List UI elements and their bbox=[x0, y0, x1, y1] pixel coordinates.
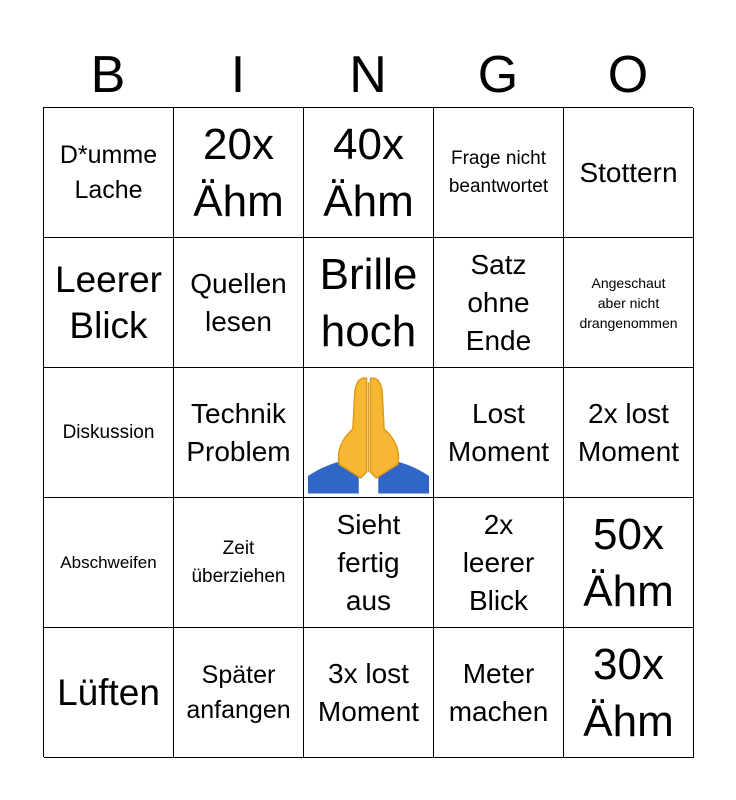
bingo-header bbox=[43, 44, 693, 106]
bingo-cell[interactable] bbox=[44, 108, 174, 238]
bingo-cell-label: Angeschaut aber nicht drangenommen bbox=[579, 274, 678, 331]
praying-hands-icon bbox=[306, 369, 431, 497]
bingo-cell-label: Sieht fertig aus bbox=[336, 508, 401, 616]
bingo-cell[interactable] bbox=[304, 498, 434, 628]
header-letter-b: B bbox=[90, 46, 126, 104]
bingo-cell[interactable] bbox=[564, 238, 694, 368]
bingo-cell-label: 2x leerer Blick bbox=[462, 508, 535, 616]
bingo-cell[interactable] bbox=[174, 628, 304, 758]
bingo-cell[interactable] bbox=[174, 108, 304, 238]
bingo-cell[interactable] bbox=[564, 498, 694, 628]
bingo-cell-label: D*umme Lache bbox=[59, 140, 158, 204]
bingo-cell[interactable] bbox=[304, 108, 434, 238]
bingo-cell[interactable] bbox=[44, 628, 174, 758]
bingo-cell[interactable] bbox=[174, 368, 304, 498]
free-space-cell[interactable] bbox=[304, 368, 434, 498]
bingo-cell-label: Technik Problem bbox=[186, 397, 291, 467]
bingo-cell-label: Quellen lesen bbox=[190, 267, 287, 337]
bingo-cell-label: Leerer Blick bbox=[55, 258, 162, 346]
bingo-cell[interactable] bbox=[44, 498, 174, 628]
bingo-cell-label: Abschweifen bbox=[60, 552, 157, 572]
bingo-cell[interactable] bbox=[434, 108, 564, 238]
bingo-board bbox=[43, 107, 693, 757]
bingo-cell-label: Satz ohne Ende bbox=[465, 248, 532, 356]
bingo-cell-label: Meter machen bbox=[448, 657, 549, 727]
bingo-cell[interactable] bbox=[174, 238, 304, 368]
bingo-cell[interactable] bbox=[44, 238, 174, 368]
bingo-cell-label: Diskussion bbox=[62, 421, 155, 443]
bingo-cell[interactable] bbox=[564, 368, 694, 498]
header-letter-o: O bbox=[607, 46, 649, 104]
bingo-cell[interactable] bbox=[434, 498, 564, 628]
bingo-cell-label: Lüften bbox=[57, 671, 160, 713]
bingo-cell[interactable] bbox=[434, 628, 564, 758]
bingo-cell[interactable] bbox=[434, 238, 564, 368]
bingo-cell[interactable] bbox=[304, 238, 434, 368]
bingo-cell-label: 30x Ähm bbox=[583, 639, 674, 746]
bingo-cell[interactable] bbox=[44, 368, 174, 498]
bingo-cell[interactable] bbox=[174, 498, 304, 628]
bingo-cell-label: 40x Ähm bbox=[323, 119, 414, 226]
bingo-cell-label: Stottern bbox=[579, 156, 678, 188]
bingo-cell-label: Frage nicht beantwortet bbox=[448, 147, 549, 197]
bingo-cell[interactable] bbox=[304, 628, 434, 758]
bingo-cell-label: 20x Ähm bbox=[193, 119, 284, 226]
bingo-cell-label: 3x lost Moment bbox=[317, 657, 420, 727]
bingo-cell-label: Zeit überziehen bbox=[191, 537, 286, 587]
header-letter-n: N bbox=[349, 46, 387, 104]
bingo-cell-label: 2x lost Moment bbox=[577, 397, 680, 467]
bingo-cell-label: Später anfangen bbox=[186, 660, 291, 724]
bingo-cell-label: Brille hoch bbox=[319, 249, 418, 356]
bingo-cell-label: 50x Ähm bbox=[583, 509, 674, 616]
bingo-cell[interactable] bbox=[434, 368, 564, 498]
bingo-cell[interactable] bbox=[564, 108, 694, 238]
bingo-cell-label: Lost Moment bbox=[447, 397, 550, 467]
bingo-cell[interactable] bbox=[564, 628, 694, 758]
header-letter-i: I bbox=[230, 46, 246, 104]
header-letter-g: G bbox=[477, 46, 519, 104]
